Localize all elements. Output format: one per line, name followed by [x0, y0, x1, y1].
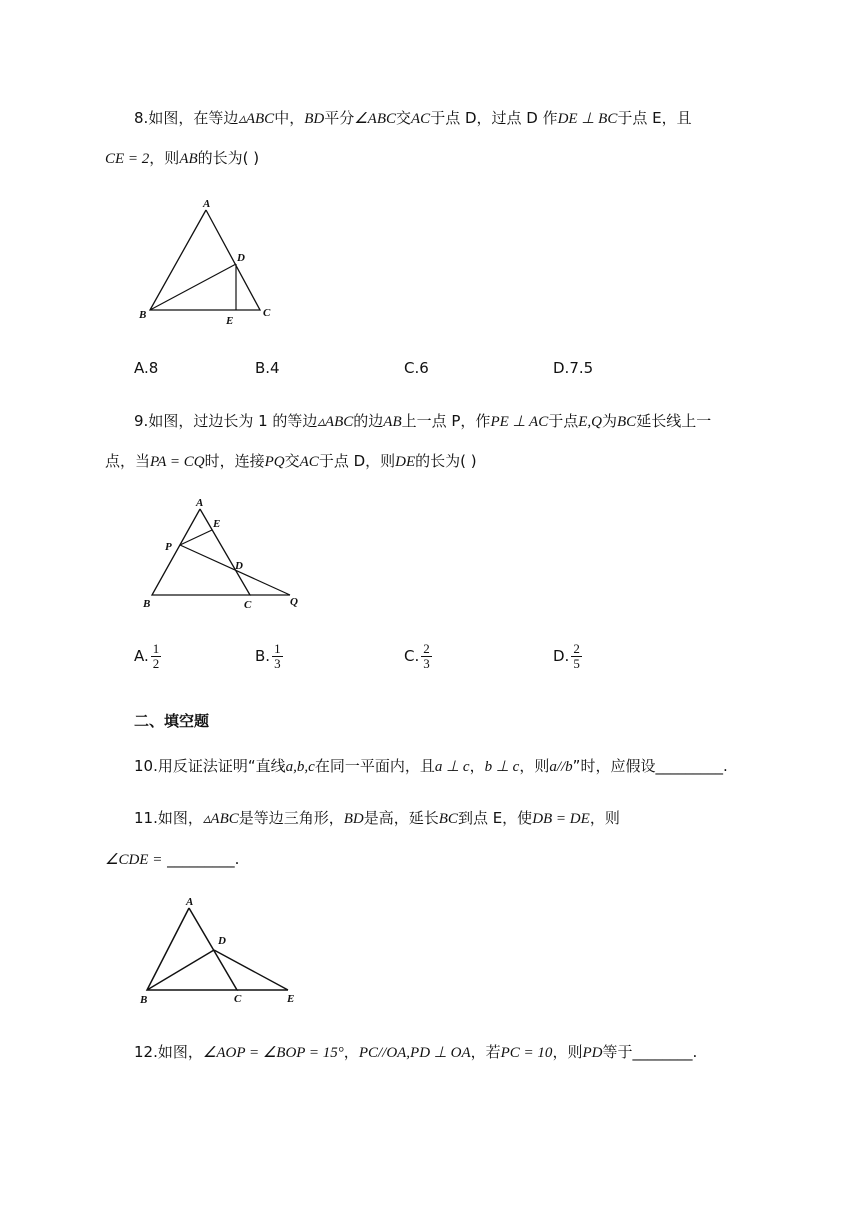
q8-label-a: A — [203, 198, 211, 210]
q8-option-b: B.4 — [255, 359, 280, 377]
q11-label-a: A — [186, 896, 194, 908]
q9-line2: 点，当PA = CQ时，连接PQ交AC于点 D，则DE的长为( ) — [105, 452, 477, 470]
q9-label-e: E — [213, 518, 221, 530]
fraction: $\frac{2}{5}$ — [573, 641, 580, 671]
q9-option-c: C. $\frac{2}{3}$ — [404, 641, 430, 671]
q9-option-a: A. $\frac{1}{2}$ — [134, 641, 160, 671]
fraction: $\frac{1}{3}$ — [274, 641, 281, 671]
q11-label-b: B — [140, 994, 148, 1006]
q8-label-e: E — [226, 315, 234, 327]
fraction: $\frac{1}{2}$ — [152, 641, 160, 671]
q8-label-d: D — [237, 252, 245, 264]
q11-figure — [130, 890, 320, 1010]
q10-number: 10. — [134, 757, 158, 775]
q11-triangle — [147, 908, 237, 990]
q8-option-c: C.6 — [404, 359, 429, 377]
q11-label-e: E — [287, 993, 295, 1005]
q9-number: 9. — [134, 412, 149, 430]
q12-line: 12.如图，∠AOP = ∠BOP = 15°，PC//OA,PD ⊥ OA，若PC = 10，则PD等于________. — [134, 1043, 698, 1061]
q8-option-d: D.7.5 — [553, 359, 594, 377]
q9-label-d: D — [235, 560, 243, 572]
q9-label-a: A — [196, 497, 204, 509]
q10-line: 10.用反证法证明“直线a,b,c在同一平面内，且a ⊥ c，b ⊥ c，则a//b”时，应假设_________. — [134, 757, 728, 775]
q8-number: 8. — [134, 109, 149, 127]
q9-label-c: C — [244, 599, 252, 611]
q12-number: 12. — [134, 1043, 158, 1061]
q9-label-q: Q — [290, 596, 298, 608]
q8-label-b: B — [139, 309, 147, 321]
q11-line1: 11.如图，▵ABC是等边三角形，BD是高，延长BC到点 E，使DB = DE，则 — [134, 809, 620, 827]
q8-line2: CE = 2，则AB的长为( ) — [105, 149, 260, 167]
q8-label-c: C — [263, 307, 271, 319]
q11-label-c: C — [234, 993, 242, 1005]
fraction: $\frac{2}{3}$ — [423, 641, 430, 671]
q8-line1: 8.如图，在等边▵ABC中，BD平分∠ABC交AC于点 D，过点 D 作DE ⊥ BC于点 E，且 — [134, 109, 692, 127]
q9-label-b: B — [143, 598, 151, 610]
q11-number: 11. — [134, 809, 158, 827]
q11-line2: ∠CDE = _________. — [105, 850, 240, 868]
q9-label-p: P — [165, 541, 172, 553]
q9-figure — [135, 495, 310, 615]
q8-option-a: A.8 — [134, 359, 159, 377]
q11-label-d: D — [218, 935, 226, 947]
q9-option-b: B. $\frac{1}{3}$ — [255, 641, 281, 671]
q9-line1: 9.如图，过边长为 1 的等边▵ABC的边AB上一点 P，作PE ⊥ AC于点E,Q为BC延长线上一 — [134, 412, 712, 430]
q9-option-d: D. $\frac{2}{5}$ — [553, 641, 580, 671]
q8-figure — [130, 190, 290, 335]
section-heading: 二、填空题 — [134, 712, 210, 730]
